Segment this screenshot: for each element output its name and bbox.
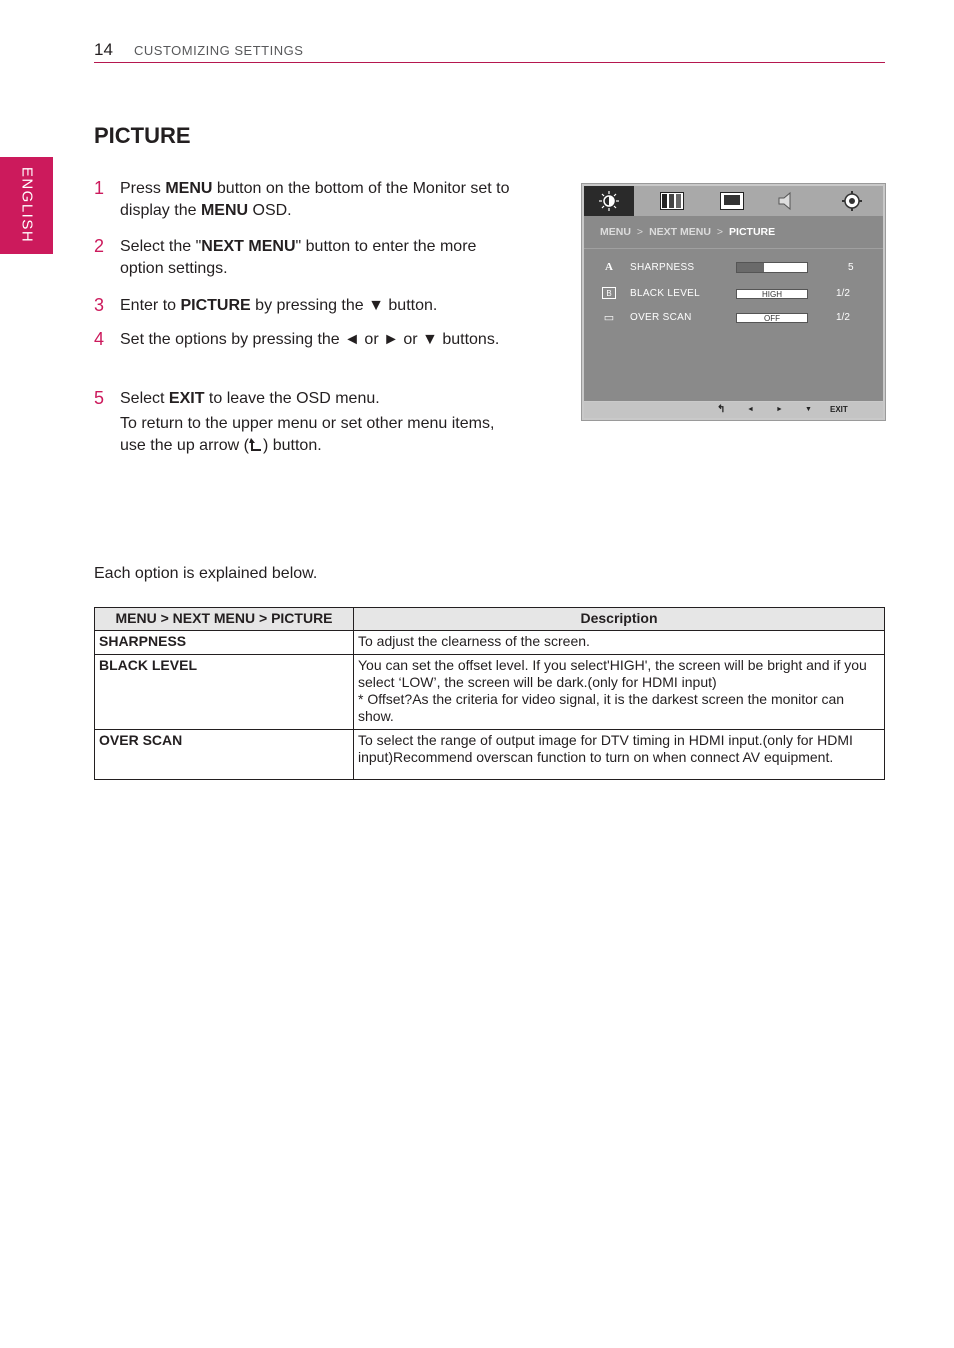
option-name: SHARPNESS (95, 631, 354, 655)
option-description: To select the range of output image for DTV timing in HDMI input.(only for HDMI input)Recommend overscan function to turn on when connect AV equipment. (354, 730, 885, 780)
step-text (120, 178, 520, 222)
step-keyword: NEXT MENU (201, 238, 296, 255)
options-table (94, 607, 885, 780)
table-header: MENU > NEXT MENU > PICTURE (95, 608, 354, 631)
step-keyword: MENU (165, 180, 213, 197)
step-fragment: button on the bottom of the Monitor set to display the (120, 180, 510, 219)
osd-row-label: BLACK LEVEL (630, 288, 701, 299)
osd-row-value: 1/2 (836, 288, 850, 299)
step-fragment: Enter to (120, 297, 181, 314)
brightness-icon (598, 190, 620, 212)
osd-panel (584, 216, 883, 401)
language-label: ENGLISH (18, 166, 36, 244)
osd-row-value: 5 (848, 262, 854, 273)
explain-text: Each option is explained below. (94, 565, 318, 582)
step-fragment: Set the options by pressing the ◄ or ► or ▼ buttons. (120, 331, 500, 348)
step-number: 1 (94, 178, 105, 198)
step-number: 5 (94, 388, 105, 408)
table-header: Description (354, 608, 885, 631)
step-fragment: by pressing the ▼ button. (250, 297, 438, 314)
step-fragment: to leave the OSD menu. (204, 390, 380, 407)
step-text (120, 295, 520, 317)
table-header-row (95, 608, 885, 631)
step-fragment: Select (120, 390, 169, 407)
over-scan-icon: ▭ (603, 311, 615, 324)
right-icon: ► (776, 406, 783, 413)
option-name: OVER SCAN (95, 730, 354, 780)
black-level-box: HIGH (736, 289, 808, 299)
table-row (95, 730, 885, 780)
step-keyword: MENU (200, 202, 249, 219)
step-fragment: Press (120, 180, 166, 197)
sharpness-bar-fill (737, 263, 764, 272)
section-name: CUSTOMIZING SETTINGS (134, 43, 304, 58)
step-fragment: " button to enter the more option settings. (120, 238, 477, 277)
up-icon: ↰ (717, 404, 726, 415)
gear-icon (841, 190, 863, 212)
step-5-note: To return to the upper menu or set other menu items, use the up arrow ( ) button. (120, 415, 495, 454)
osd-tab-display (707, 186, 757, 216)
page-number: 14 (94, 40, 113, 59)
step-fragment: OSD. (248, 202, 292, 219)
speaker-icon (776, 191, 796, 211)
black-level-icon: B (602, 287, 616, 299)
osd-footer (584, 402, 883, 418)
option-name: BLACK LEVEL (95, 655, 354, 730)
step-keyword: EXIT (168, 390, 205, 407)
sharpness-icon: A (605, 261, 613, 273)
osd-breadcrumb: MENU > NEXT MENU > PICTURE (600, 226, 776, 238)
step-number: 3 (94, 295, 105, 315)
osd-row-label: SHARPNESS (630, 262, 695, 273)
osd-screenshot (581, 183, 886, 421)
display-icon (720, 192, 744, 210)
table-row (95, 655, 885, 730)
left-icon: ◄ (747, 406, 754, 413)
exit-label: EXIT (830, 405, 848, 414)
step-number: 2 (94, 236, 105, 256)
color-bars-icon (660, 192, 684, 210)
osd-divider (584, 248, 883, 249)
osd-tab-color (647, 186, 697, 216)
table-row (95, 631, 885, 655)
up-arrow-icon (249, 436, 263, 452)
osd-row-over-scan (602, 310, 872, 326)
step-text (120, 388, 520, 410)
osd-row-label: OVER SCAN (630, 312, 692, 323)
osd-tab-audio (761, 186, 811, 216)
osd-tab-picture (584, 186, 634, 216)
osd-row-black-level (602, 286, 872, 302)
down-icon: ▼ (805, 406, 812, 413)
osd-row-value: 1/2 (836, 312, 850, 323)
step-fragment: Select the " (120, 238, 202, 255)
osd-tab-bar (584, 186, 883, 216)
page-title: PICTURE (94, 123, 191, 148)
osd-tab-settings (827, 186, 877, 216)
osd-row-sharpness (602, 260, 872, 276)
language-tab (0, 157, 53, 254)
step-number: 4 (94, 329, 105, 349)
sharpness-bar (736, 262, 808, 273)
step-keyword: PICTURE (180, 297, 251, 314)
option-description: You can set the offset level. If you select'HIGH', the screen will be bright and if you select ‘LOW’, the screen will be dark.(only for HDMI input) * Offset?As the criteria for video signal, it is the darkest screen the monitor can show. (354, 655, 885, 730)
option-description: To adjust the clearness of the screen. (354, 631, 885, 655)
over-scan-box: OFF (736, 313, 808, 323)
step-text (120, 329, 520, 351)
step-text (120, 236, 520, 280)
page-header (94, 38, 885, 63)
